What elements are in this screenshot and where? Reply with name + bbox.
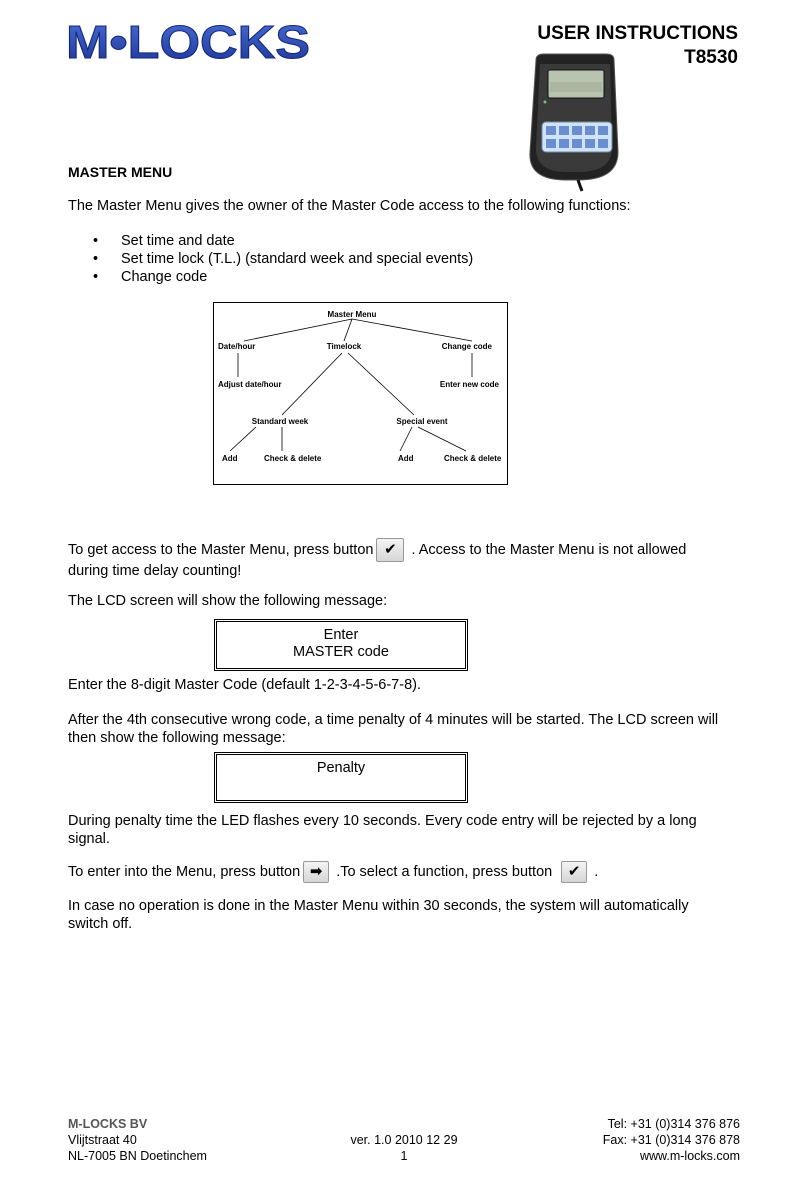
intro-paragraph: The Master Menu gives the owner of the Master Code access to the following functions: <box>68 198 631 214</box>
menu-text: .To select a function, press button <box>336 863 553 880</box>
access-text-cont: . Access to the Master Menu is not allowed <box>411 541 687 558</box>
diagram-add: Add <box>398 454 414 463</box>
footer-version: ver. 1.0 2010 12 29 <box>350 1133 458 1147</box>
menu-paragraph <box>68 861 598 883</box>
switch-off-paragraph <box>68 897 689 933</box>
lcd-line: Enter <box>323 627 359 643</box>
diagram-root: Master Menu <box>327 310 377 319</box>
model-number: T8530 <box>684 47 738 68</box>
footer-center <box>300 1132 508 1164</box>
diagram-adjust-date: Adjust date/hour <box>218 380 282 389</box>
diagram-add: Add <box>222 454 238 463</box>
diagram-special-event: Special event <box>396 417 448 426</box>
penalty-led-paragraph <box>68 812 697 848</box>
footer-contact <box>603 1116 740 1164</box>
master-menu-diagram <box>213 302 508 485</box>
footer-street: Vlijtstraat 40 <box>68 1133 137 1147</box>
diagram-check-delete: Check & delete <box>264 454 322 463</box>
list-item: • Change code <box>88 268 473 286</box>
arrow-right-icon: ➡ <box>303 861 329 883</box>
switchoff-line: In case no operation is done in the Master Menu within 30 seconds, the system will automatically <box>68 898 689 914</box>
during-line: signal. <box>68 831 110 847</box>
section-title: MASTER MENU <box>68 164 173 180</box>
footer-page-number: 1 <box>400 1149 408 1163</box>
logo-text: M•LOCKS <box>66 18 310 64</box>
function-list <box>88 232 473 286</box>
footer-address <box>68 1116 207 1164</box>
list-item: • Set time lock (T.L.) (standard week and special events) <box>88 250 473 268</box>
enter-default-code: Enter the 8-digit Master Code (default 1-2-3-4-5-6-7-8). <box>68 677 421 693</box>
diagram-timelock: Timelock <box>326 342 362 351</box>
footer-tel: Tel: +31 (0)314 376 876 <box>607 1117 740 1131</box>
lcd-message-enter <box>214 619 468 671</box>
diagram-date-hour: Date/hour <box>218 342 256 351</box>
during-line: During penalty time the LED flashes every 10 seconds. Every code entry will be rejected by a long <box>68 813 697 829</box>
access-paragraph <box>68 538 686 580</box>
menu-text: To enter into the Menu, press button <box>68 863 301 880</box>
diagram-change-code: Change code <box>441 342 492 351</box>
lcd-line: Penalty <box>316 760 366 776</box>
menu-text: . <box>594 863 599 880</box>
penalty-line: then show the following message: <box>68 730 286 746</box>
footer-company: M-LOCKS BV <box>68 1117 148 1131</box>
diagram-enter-new-code: Enter new code <box>439 380 499 389</box>
check-icon: ✔ <box>376 538 404 562</box>
diagram-check-delete: Check & delete <box>444 454 502 463</box>
diagram-standard-week: Standard week <box>251 417 309 426</box>
keypad-device-image <box>522 52 622 192</box>
penalty-line: After the 4th consecutive wrong code, a time penalty of 4 minutes will be started. The LCD screen will <box>68 712 719 728</box>
access-text-line2: during time delay counting! <box>68 563 242 579</box>
penalty-paragraph <box>68 711 718 747</box>
check-icon: ✔ <box>561 861 587 883</box>
lcd-line: MASTER code <box>293 644 389 660</box>
lcd-message-penalty <box>214 752 468 803</box>
footer-fax: Fax: +31 (0)314 376 878 <box>602 1133 740 1147</box>
footer-city: NL-7005 BN Doetinchem <box>68 1149 207 1163</box>
title-line-1: USER INSTRUCTIONS <box>537 23 738 44</box>
lcd-intro: The LCD screen will show the following message: <box>68 593 388 609</box>
footer-web: www.m-locks.com <box>639 1149 740 1163</box>
switchoff-line: switch off. <box>68 916 133 932</box>
access-text: To get access to the Master Menu, press button <box>68 541 374 558</box>
m-locks-logo <box>66 18 312 64</box>
list-item: • Set time and date <box>88 232 473 250</box>
